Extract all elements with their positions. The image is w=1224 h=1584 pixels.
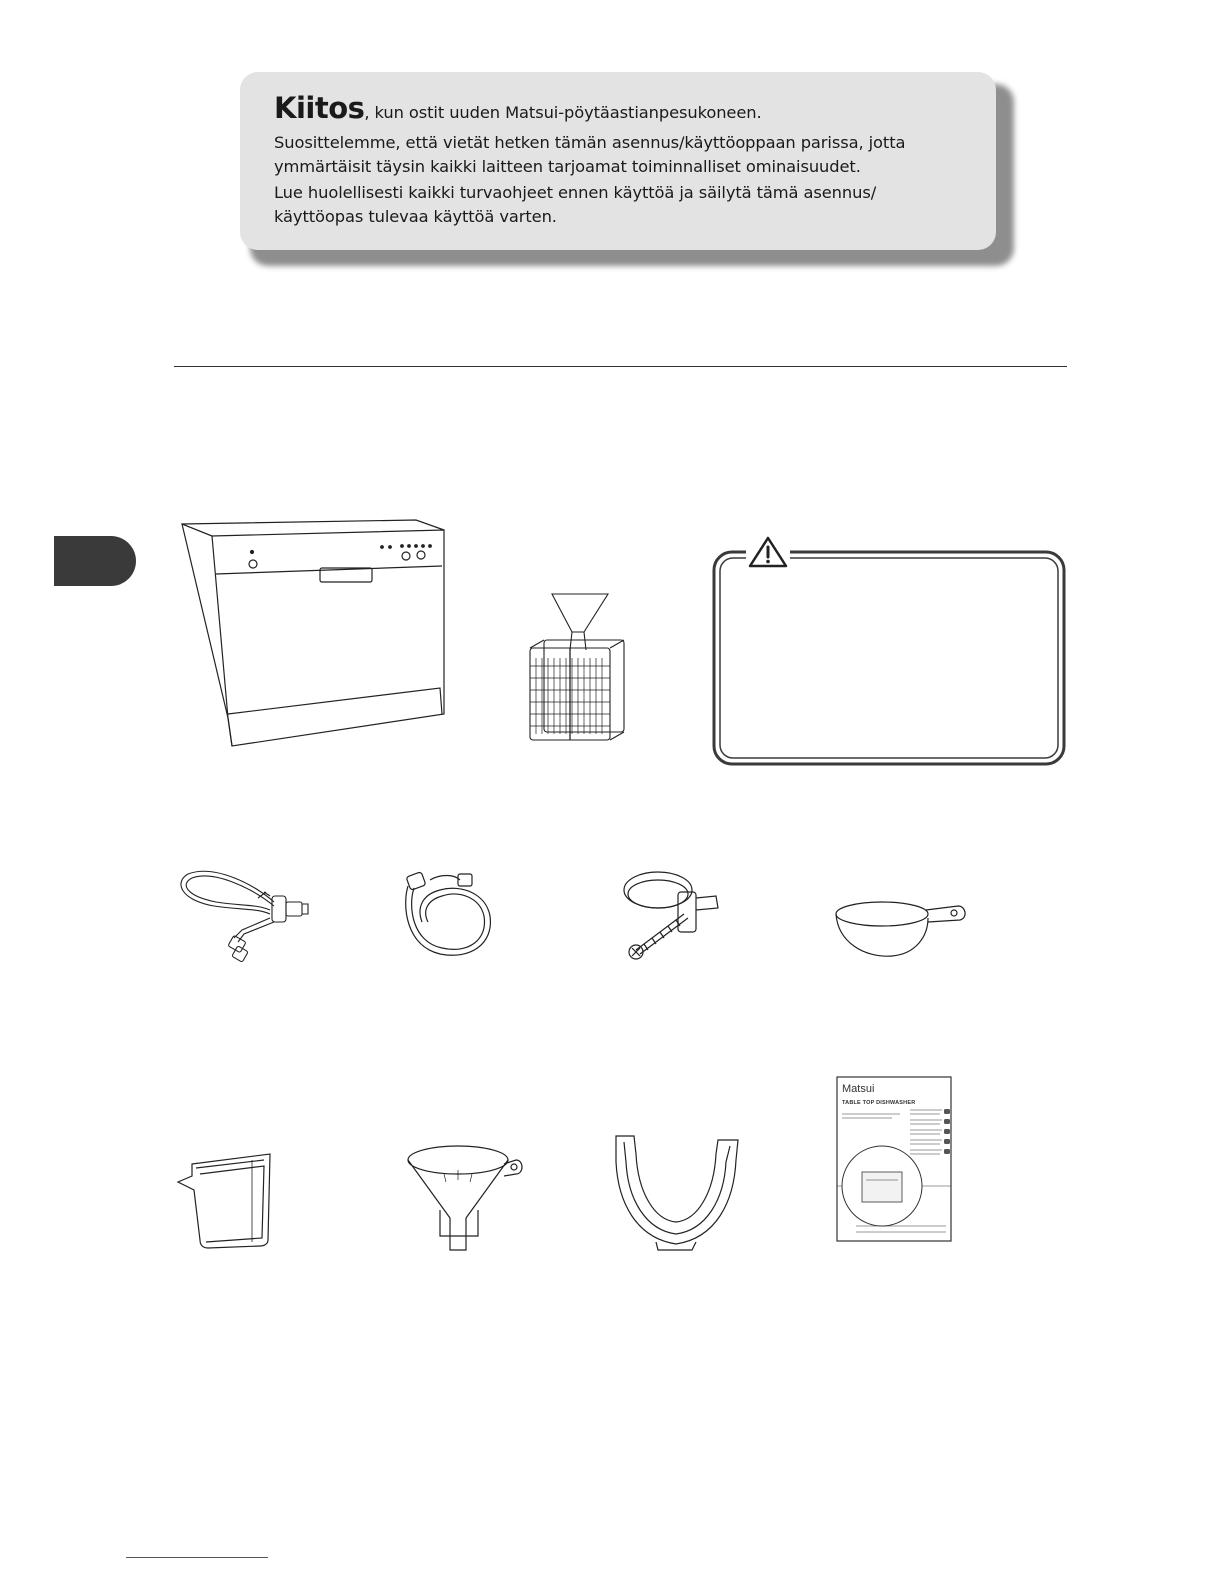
inlet-hose-illustration	[174, 862, 314, 964]
dishwasher-illustration	[176, 518, 456, 750]
intro-line-5: käyttöopas tulevaa käyttöä varten.	[274, 206, 557, 226]
funnel-illustration	[404, 1140, 524, 1254]
intro-kiitos: Kiitos	[274, 91, 365, 125]
u-bracket-illustration	[606, 1132, 746, 1256]
warning-box	[710, 534, 1070, 774]
measuring-scoop-illustration	[830, 892, 970, 962]
cutlery-basket-illustration	[522, 588, 632, 748]
measuring-jug-illustration	[172, 1150, 282, 1252]
side-section-tab	[54, 536, 136, 586]
manual-brand: Matsui	[842, 1083, 875, 1095]
drain-hose-illustration	[400, 866, 500, 962]
manual-title: TABLE TOP DISHWASHER	[842, 1100, 916, 1106]
intro-line-2: Suosittelemme, että vietät hetken tämän asennus/käyttöoppaan parissa, jotta	[274, 133, 906, 152]
intro-line-1-rest: , kun ostit uuden Matsui-pöytäastianpesukoneen.	[364, 103, 762, 122]
bottom-link-underline	[126, 1557, 268, 1558]
intro-box	[240, 72, 996, 250]
warning-triangle-icon	[748, 536, 788, 572]
intro-line-4: Lue huolellisesti kaikki turvaohjeet ennen käyttöä ja säilytä tämä asennus/	[274, 183, 877, 202]
intro-line-3: ymmärtäisit täysin kaikki laitteen tarjoamat toiminnalliset ominaisuudet.	[274, 156, 861, 176]
intro-line-1	[274, 90, 970, 131]
hose-clamp-illustration	[614, 864, 724, 964]
manual-cover-illustration	[836, 1076, 952, 1242]
section-divider	[174, 366, 1067, 367]
